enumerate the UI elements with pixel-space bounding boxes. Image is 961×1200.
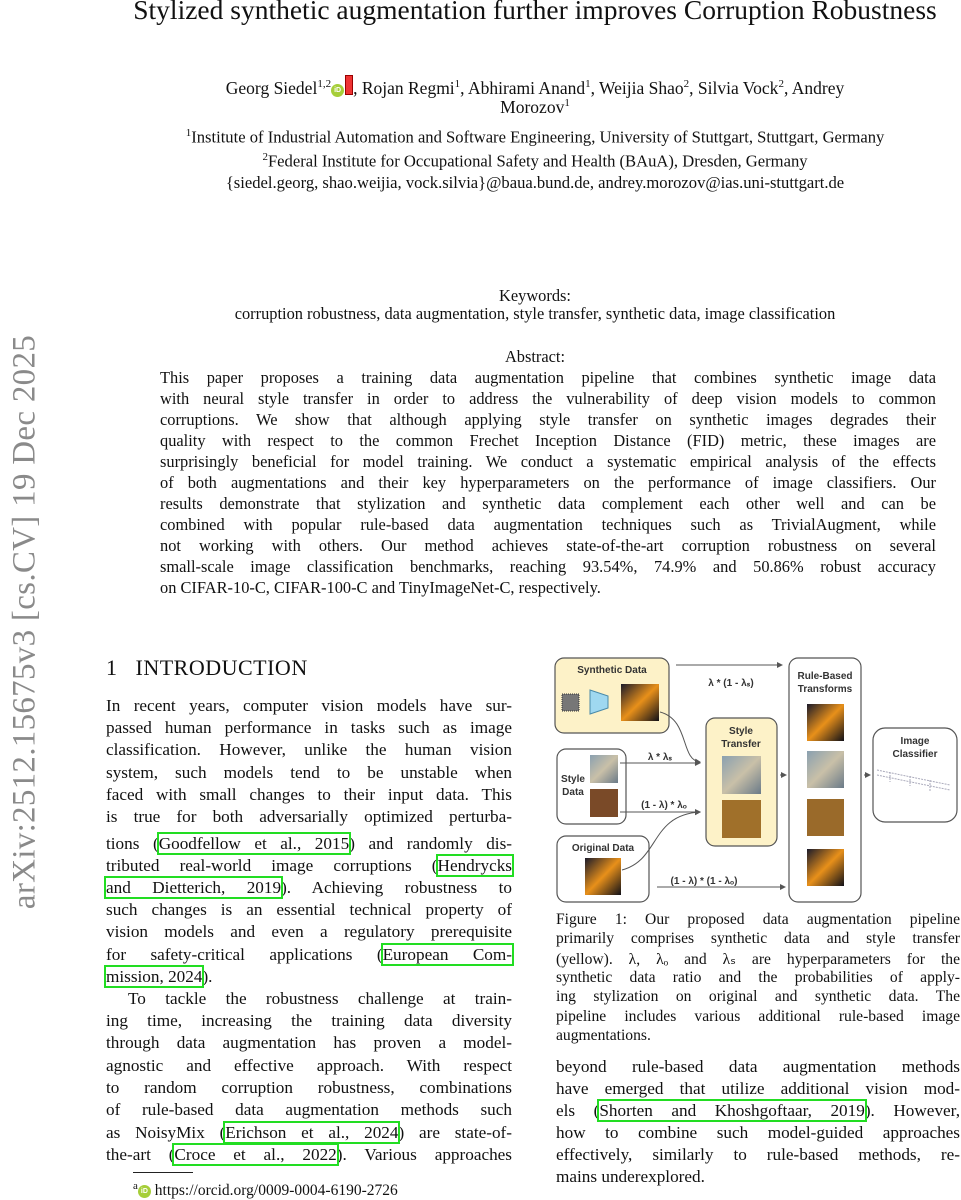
text-line: beyond rule-based data augmentation methods xyxy=(556,1057,960,1076)
affiliation-2 xyxy=(110,151,960,172)
text-line: such changes is an essential technical property of xyxy=(106,900,512,919)
author-sup: 1 xyxy=(585,78,591,91)
citation-link[interactable]: Croce et al., 2022 xyxy=(174,1145,337,1164)
text-line: synthetic data ratio and the probabilities of apply- xyxy=(556,968,960,986)
text-line: This paper proposes a training data augmentation pipeline that combines synthetic image data xyxy=(160,368,936,387)
affiliation-sup: 1 xyxy=(185,127,192,139)
text-line: tions (Goodfellow et al., 2015) and randomly dis- xyxy=(106,834,512,853)
text-line: small-scale image classification benchmarks, reaching 93.54%, 74.9% and 50.86% robust accuracy xyxy=(160,557,936,576)
stylized-image xyxy=(722,756,761,794)
style-transfer-label: Style xyxy=(729,726,753,737)
text-line: with neural style transfer in order to address the vulnerability of deep vision models to common xyxy=(160,389,936,408)
figure-1-pipeline-diagram xyxy=(550,650,961,910)
synthetic-fish-image xyxy=(621,684,659,721)
text-line: system, such models tend to be unstable when xyxy=(106,762,512,782)
author: , Andrey xyxy=(783,78,845,98)
image-classifier-label: Image xyxy=(900,736,930,747)
text-line: primarily comprises synthetic data and style transfer xyxy=(556,930,960,948)
text-line: agnostic and effective approach. With respect xyxy=(106,1055,512,1075)
augmented-image xyxy=(807,799,844,836)
footnote-marker-icon xyxy=(345,75,353,95)
arrow-label-original-style: (1 - λ) * λₒ xyxy=(641,800,687,811)
author: , Rojan Regmi xyxy=(353,78,455,98)
citation-link[interactable]: and Dietterich, 2019 xyxy=(106,878,282,897)
citation-link[interactable]: Erichson et al., 2024 xyxy=(225,1123,399,1142)
author: , Silvia Vock xyxy=(689,78,779,98)
abstract-label: Abstract: xyxy=(504,347,566,366)
image-classifier-label: Classifier xyxy=(892,749,938,760)
text-line: and Dietterich, 2019). Achieving robustness to xyxy=(106,878,512,897)
text-line: quality with respect to the common Frechet Inception Distance (FID) metric, these images are xyxy=(160,431,936,450)
rule-based-label: Transforms xyxy=(797,684,853,695)
text-line: pipeline includes various additional rule-based image xyxy=(556,1007,960,1025)
section-number: 1 xyxy=(106,655,118,680)
affiliation-text: Federal Institute for Occupational Safety and Health (BAuA), Dresden, Germany xyxy=(267,151,808,171)
text-line: tributed real-world image corruptions (Hendrycks xyxy=(106,856,512,875)
footnote xyxy=(133,1180,398,1200)
orcid-icon[interactable]: iD xyxy=(331,84,344,97)
text-line: mission, 2024). xyxy=(106,967,213,986)
affiliation-sup: 2 xyxy=(262,151,268,163)
keywords-text: corruption robustness, data augmentation, style transfer, synthetic data, image classification xyxy=(234,304,836,323)
text-line: els (Shorten and Khoshgoftaar, 2019). However, xyxy=(556,1101,960,1120)
text-line: faced with small changes to their input data. This xyxy=(106,784,512,804)
author-sup: 1 xyxy=(454,78,461,91)
text-line: corruptions. We show that although applying style transfer on synthetic images degrades their xyxy=(160,410,936,429)
text-line: through data augmentation has proven a model- xyxy=(106,1033,512,1053)
affiliation-1 xyxy=(110,127,960,148)
text-line: mains underexplored. xyxy=(556,1167,705,1186)
stylized-image xyxy=(722,800,761,838)
author-sup: 2 xyxy=(778,78,784,91)
synthetic-data-label: Synthetic Data xyxy=(577,665,647,676)
style-painting-image xyxy=(590,789,618,817)
text-line: In recent years, computer vision models have sur- xyxy=(106,696,512,715)
author-sup: 1 xyxy=(564,97,570,110)
original-fish-image xyxy=(585,858,621,895)
arxiv-identifier[interactable]: arXiv:2512.15675v3 [cs.CV] 19 Dec 2025 xyxy=(6,334,43,910)
text-line: Figure 1: Our proposed data augmentation pipeline xyxy=(556,911,960,928)
original-data-label: Original Data xyxy=(571,843,635,854)
section-heading xyxy=(106,655,308,681)
section-title: INTRODUCTION xyxy=(135,655,308,680)
author: Morozov xyxy=(500,97,565,117)
citation-link[interactable]: European Com- xyxy=(382,945,512,964)
orcid-link[interactable]: https://orcid.org/0009-0004-6190-2726 xyxy=(154,1182,398,1200)
text-line: have emerged that utilize additional vision mod- xyxy=(556,1079,960,1098)
arrow-label-bottom: (1 - λ) * (1 - λₒ) xyxy=(670,876,738,887)
orcid-icon[interactable]: iD xyxy=(138,1185,151,1198)
text-line: ing time, increasing the training data diversity xyxy=(106,1011,512,1031)
style-data-label: Style xyxy=(561,774,585,785)
style-transfer-label: Transfer xyxy=(721,739,761,750)
augmented-image xyxy=(807,751,844,788)
text-line: results demonstrate that stylization and synthetic data complement each other well and can be xyxy=(160,494,936,513)
text-line: on CIFAR-10-C, CIFAR-100-C and TinyImageNet-C, respectively. xyxy=(160,578,601,597)
author-line-2 xyxy=(110,97,960,118)
text-line: not working with others. Our method achieves state-of-the-art corruption robustness on several xyxy=(160,536,936,555)
text-line: of rule-based data augmentation methods such xyxy=(106,1100,512,1119)
emails: {siedel.georg, shao.weijia, vock.silvia}@baua.bund.de, andrey.morozov@ias.uni-stuttgart.de xyxy=(225,173,845,192)
text-line: effectively, similarly to rule-based methods, re- xyxy=(556,1145,960,1164)
text-line: of both augmentations and their key hyperparameters on the performance of image classifiers. Our xyxy=(160,473,936,492)
author: , Weijia Shao xyxy=(590,78,684,98)
text-line: the-art (Croce et al., 2022). Various approaches xyxy=(106,1145,512,1164)
footnote-mark: a xyxy=(133,1180,138,1192)
style-painting-image xyxy=(590,755,618,783)
author-list xyxy=(110,75,960,99)
text-line: To tackle the robustness challenge at train- xyxy=(128,989,512,1008)
style-data-label: Data xyxy=(562,787,584,798)
text-line: passed human performance in tasks such as image xyxy=(106,718,512,738)
augmented-image xyxy=(807,849,844,886)
text-line: surprisingly beneficial for model training. We conduct a systematic empirical analysis of the effects xyxy=(160,452,936,471)
footnote-rule xyxy=(133,1172,193,1173)
noise-image xyxy=(562,694,579,711)
citation-link[interactable]: mission, 2024 xyxy=(106,967,203,986)
author-sup: 2 xyxy=(683,78,690,91)
text-line: how to combine such model-guided approaches xyxy=(556,1123,960,1142)
text-line: ing stylization on original and synthetic data. The xyxy=(556,988,960,1006)
keywords-label: Keywords: xyxy=(499,286,571,305)
paper-title: Stylized synthetic augmentation further improves Corruption Robustness xyxy=(133,0,937,25)
text-line: for safety-critical applications (European Com- xyxy=(106,945,512,964)
text-line: augmentations. xyxy=(556,1026,651,1044)
text-line: as NoisyMix (Erichson et al., 2024) are state-of- xyxy=(106,1123,512,1142)
text-line: is true for both adversarially optimized perturba- xyxy=(106,807,512,826)
text-line: vision models and even a regulatory prerequisite xyxy=(106,922,512,942)
author: , Abhirami Anand xyxy=(460,78,586,98)
rule-based-label: Rule-Based xyxy=(797,671,853,682)
affiliation-text: Institute of Industrial Automation and Software Engineering, University of Stuttgart, Stuttgart, Germany xyxy=(191,127,885,147)
author-sup: 1,2 xyxy=(317,78,332,91)
citation-link[interactable]: Shorten and Khoshgoftaar, 2019 xyxy=(599,1101,865,1120)
text-line: classification. However, unlike the human vision xyxy=(106,740,512,760)
text-line: combined with popular rule-based data augmentation techniques such as TrivialAugment, while xyxy=(160,515,936,534)
augmented-image xyxy=(807,704,844,741)
text-line: to random corruption robustness, combinations xyxy=(106,1077,512,1097)
citation-link[interactable]: Hendrycks xyxy=(437,856,512,875)
arrow-label-style: λ * λₛ xyxy=(647,752,673,763)
citation-link[interactable]: Goodfellow et al., 2015 xyxy=(158,834,350,853)
author: Georg Siedel xyxy=(225,78,318,98)
text-line: (yellow). λ, λₒ and λₛ are hyperparameters for the xyxy=(556,950,960,968)
arrow-label-top: λ * (1 - λₛ) xyxy=(708,678,754,689)
